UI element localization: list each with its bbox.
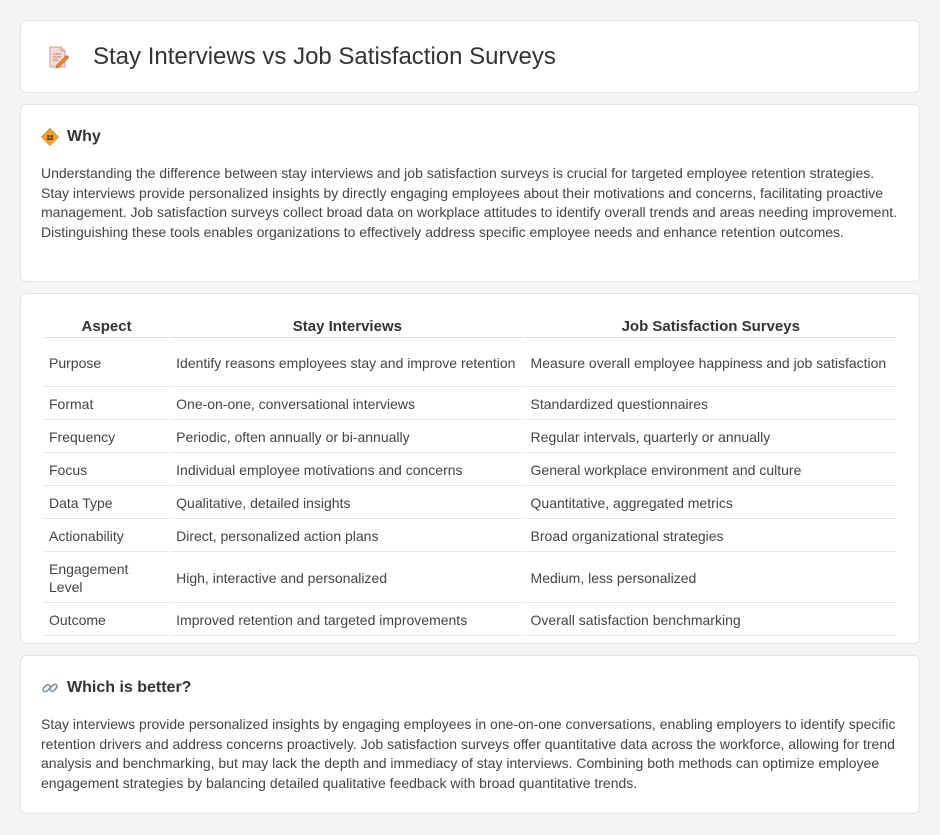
cell-aspect: Data Type: [44, 488, 169, 519]
table-row: [44, 605, 896, 636]
table-row: [44, 488, 896, 519]
table-row: [44, 521, 896, 552]
why-title: Why: [67, 128, 101, 145]
cell-survey: Measure overall employee happiness and job satisfaction: [526, 340, 896, 387]
cell-aspect: Purpose: [44, 340, 169, 387]
cell-stay: One-on-one, conversational interviews: [171, 389, 523, 420]
cell-aspect: Engagement Level: [44, 554, 169, 603]
why-text: Understanding the difference between stay interviews and job satisfaction surveys is crucial for targeted employee retention strategies. Stay interviews provide personalized insights by directly engaging employees about their motivations and concerns, facilitating proactive management. Job satisfaction surveys collect broad data on workplace attitudes to identify overall trends and areas needing improvement. Distinguishing these tools enables organizations to effectively address specific employee needs and enhance retention outcomes.: [41, 165, 898, 240]
table-row: [44, 422, 896, 453]
header-job-satisfaction-surveys: Job Satisfaction Surveys: [526, 316, 896, 338]
document-pencil-icon: [47, 45, 69, 69]
cell-survey: Broad organizational strategies: [526, 521, 896, 552]
page-title: Stay Interviews vs Job Satisfaction Surveys: [93, 42, 556, 70]
cell-stay: Identify reasons employees stay and improve retention: [171, 340, 523, 387]
link-icon: [41, 679, 59, 697]
cell-survey: Quantitative, aggregated metrics: [526, 488, 896, 519]
why-card: [20, 104, 920, 282]
cell-aspect: Frequency: [44, 422, 169, 453]
table-row: [44, 554, 896, 603]
cell-stay: Qualitative, detailed insights: [171, 488, 523, 519]
table-row: [44, 340, 896, 387]
why-heading: [41, 127, 899, 147]
cell-aspect: Actionability: [44, 521, 169, 552]
cell-stay: High, interactive and personalized: [171, 554, 523, 603]
cell-aspect: Focus: [44, 455, 169, 486]
cell-stay: Direct, personalized action plans: [171, 521, 523, 552]
header-card: [20, 20, 920, 93]
cell-aspect: Format: [44, 389, 169, 420]
cell-survey: Medium, less personalized: [526, 554, 896, 603]
cell-survey: General workplace environment and culture: [526, 455, 896, 486]
diamond-badge-icon: [41, 128, 59, 146]
comparison-table-card: [20, 293, 920, 644]
better-title: Which is better?: [67, 679, 192, 696]
cell-survey: Standardized questionnaires: [526, 389, 896, 420]
table-row: [44, 455, 896, 486]
better-heading: [41, 678, 899, 698]
table-header-row: [44, 316, 896, 338]
cell-stay: Periodic, often annually or bi-annually: [171, 422, 523, 453]
cell-stay: Improved retention and targeted improvements: [171, 605, 523, 636]
header-stay-interviews: Stay Interviews: [171, 316, 523, 338]
better-text: Stay interviews provide personalized insights by engaging employees in one-on-one conversations, enabling employers to identify specific retention drivers and address concerns proactively. Job satisfaction surveys offer quantitative data across the workforce, allowing for trend analysis and benchmarking, but may lack the depth and immediacy of stay interviews. Combining both methods can optimize employee engagement strategies by balancing detailed qualitative feedback with broad quantitative trends.: [41, 716, 896, 791]
header-aspect: Aspect: [44, 316, 169, 338]
cell-stay: Individual employee motivations and concerns: [171, 455, 523, 486]
cell-survey: Overall satisfaction benchmarking: [526, 605, 896, 636]
cell-aspect: Outcome: [44, 605, 169, 636]
cell-survey: Regular intervals, quarterly or annually: [526, 422, 896, 453]
which-is-better-card: [20, 655, 920, 814]
comparison-table: [42, 314, 898, 638]
table-row: [44, 389, 896, 420]
